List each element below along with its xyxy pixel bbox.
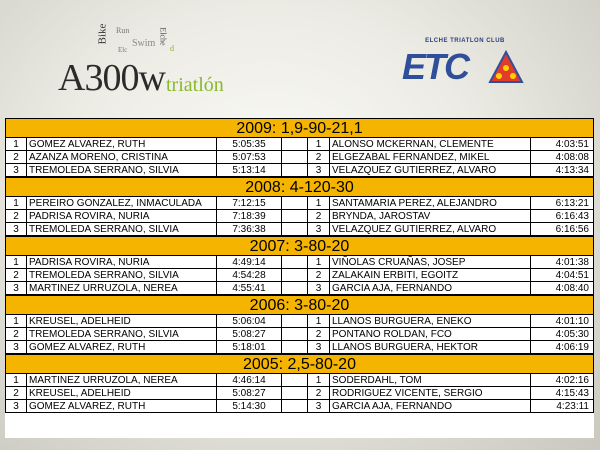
men-name: VELAZQUEZ GUTIERREZ, ALVARO (330, 223, 531, 236)
women-time: 5:05:35 (217, 138, 282, 151)
women-position: 1 (5, 197, 27, 210)
column-gap (282, 374, 308, 387)
women-time: 4:55:41 (217, 282, 282, 295)
table-row (5, 210, 594, 223)
column-gap (282, 151, 308, 164)
men-time: 4:08:08 (531, 151, 594, 164)
etc-club-logo (400, 38, 530, 98)
women-name: TREMOLEDA SERRANO, SILVIA (27, 164, 217, 177)
women-position: 3 (5, 400, 27, 413)
edition-header: 2005: 2,5-80-20 (5, 354, 594, 374)
women-time: 5:14:30 (217, 400, 282, 413)
triangle-emblem-icon (488, 50, 524, 86)
women-position: 1 (5, 374, 27, 387)
edition-header: 2009: 1,9-90-21,1 (5, 118, 594, 138)
men-name: LLANOS BURGUERA, HEKTOR (330, 341, 531, 354)
men-position: 1 (308, 256, 330, 269)
edition-header: 2006: 3-80-20 (5, 295, 594, 315)
women-position: 3 (5, 282, 27, 295)
edition-section (5, 177, 594, 236)
women-time: 4:49:14 (217, 256, 282, 269)
women-position: 2 (5, 269, 27, 282)
cloud-word-d: d (170, 44, 174, 53)
men-time: 4:01:10 (531, 315, 594, 328)
women-time: 5:08:27 (217, 328, 282, 341)
men-position: 2 (308, 210, 330, 223)
women-position: 1 (5, 138, 27, 151)
table-row (5, 282, 594, 295)
men-position: 2 (308, 269, 330, 282)
women-position: 2 (5, 210, 27, 223)
column-gap (282, 223, 308, 236)
men-name: VELAZQUEZ GUTIERREZ, ALVARO (330, 164, 531, 177)
men-position: 1 (308, 138, 330, 151)
women-name: MARTINEZ URRUZOLA, NEREA (27, 282, 217, 295)
women-name: KREUSEL, ADELHEID (27, 387, 217, 400)
edition-section (5, 295, 594, 354)
men-name: SODERDAHL, TOM (330, 374, 531, 387)
men-time: 4:23:11 (531, 400, 594, 413)
men-name: ELGEZABAL FERNANDEZ, MIKEL (330, 151, 531, 164)
cloud-word-bike: Bike (96, 23, 109, 45)
men-position: 3 (308, 223, 330, 236)
women-name: TREMOLEDA SERRANO, SILVIA (27, 223, 217, 236)
women-time: 4:54:28 (217, 269, 282, 282)
women-name: AZANZA MORENO, CRISTINA (27, 151, 217, 164)
men-position: 2 (308, 151, 330, 164)
women-position: 1 (5, 315, 27, 328)
women-name: GOMEZ ALVAREZ, RUTH (27, 400, 217, 413)
table-row (5, 138, 594, 151)
edition-header: 2007: 3-80-20 (5, 236, 594, 256)
cloud-word-elche: Elche (158, 27, 168, 46)
men-name: ZALAKAIN ERBITI, EGOITZ (330, 269, 531, 282)
table-row (5, 164, 594, 177)
logo-subtitle: triatlón (166, 74, 224, 96)
men-time: 4:15:43 (531, 387, 594, 400)
edition-section (5, 354, 594, 413)
men-time: 4:05:30 (531, 328, 594, 341)
men-position: 2 (308, 387, 330, 400)
men-position: 3 (308, 341, 330, 354)
men-position: 2 (308, 328, 330, 341)
women-name: PEREIRO GONZALEZ, INMACULADA (27, 197, 217, 210)
women-name: KREUSEL, ADELHEID (27, 315, 217, 328)
cloud-word-swim: Swim (132, 38, 156, 49)
column-gap (282, 328, 308, 341)
column-gap (282, 400, 308, 413)
women-time: 7:12:15 (217, 197, 282, 210)
women-position: 1 (5, 256, 27, 269)
women-name: GOMEZ ALVAREZ, RUTH (27, 341, 217, 354)
column-gap (282, 138, 308, 151)
column-gap (282, 256, 308, 269)
column-gap (282, 282, 308, 295)
etc-club-name: ELCHE TRIATLON CLUB (425, 38, 505, 44)
women-position: 3 (5, 164, 27, 177)
women-name: TREMOLEDA SERRANO, SILVIA (27, 269, 217, 282)
men-time: 6:16:43 (531, 210, 594, 223)
men-name: LLANOS BURGUERA, ENEKO (330, 315, 531, 328)
table-row (5, 341, 594, 354)
table-row (5, 387, 594, 400)
logo-title: A300w (58, 57, 165, 99)
women-time: 5:13:14 (217, 164, 282, 177)
women-position: 2 (5, 387, 27, 400)
results-table (5, 118, 594, 438)
table-row (5, 197, 594, 210)
women-time: 5:18:01 (217, 341, 282, 354)
cloud-word-elc: Elc (118, 46, 128, 54)
women-position: 3 (5, 341, 27, 354)
men-position: 1 (308, 197, 330, 210)
men-time: 6:13:21 (531, 197, 594, 210)
column-gap (282, 315, 308, 328)
men-position: 3 (308, 164, 330, 177)
men-name: BRYNDA, JAROSTAV (330, 210, 531, 223)
women-name: TREMOLEDA SERRANO, SILVIA (27, 328, 217, 341)
table-row (5, 374, 594, 387)
men-time: 4:03:51 (531, 138, 594, 151)
men-name: GARCIA AJA, FERNANDO (330, 282, 531, 295)
table-row (5, 400, 594, 413)
men-time: 4:13:34 (531, 164, 594, 177)
men-time: 4:02:16 (531, 374, 594, 387)
table-row (5, 223, 594, 236)
cloud-word-run: Run (116, 26, 130, 35)
men-name: PONTANO ROLDAN, FCO (330, 328, 531, 341)
column-gap (282, 197, 308, 210)
men-position: 1 (308, 374, 330, 387)
table-row (5, 256, 594, 269)
men-position: 3 (308, 400, 330, 413)
table-row (5, 151, 594, 164)
men-name: SANTAMARIA PEREZ, ALEJANDRO (330, 197, 531, 210)
column-gap (282, 210, 308, 223)
a300w-triatlon-logo (58, 24, 228, 100)
women-name: GOMEZ ALVAREZ, RUTH (27, 138, 217, 151)
column-gap (282, 387, 308, 400)
men-name: ALONSO MCKERNAN, CLEMENTE (330, 138, 531, 151)
men-name: GARCIA AJA, FERNANDO (330, 400, 531, 413)
women-name: PADRISA ROVIRA, NURIA (27, 256, 217, 269)
women-position: 2 (5, 328, 27, 341)
men-name: RODRIGUEZ VICENTE, SERGIO (330, 387, 531, 400)
men-position: 3 (308, 282, 330, 295)
men-position: 1 (308, 315, 330, 328)
table-row (5, 328, 594, 341)
etc-acronym: ETC (402, 46, 468, 87)
men-time: 4:08:40 (531, 282, 594, 295)
edition-section (5, 236, 594, 295)
table-row (5, 315, 594, 328)
men-time: 6:16:56 (531, 223, 594, 236)
women-time: 5:08:27 (217, 387, 282, 400)
column-gap (282, 341, 308, 354)
men-time: 4:04:51 (531, 269, 594, 282)
women-time: 4:46:14 (217, 374, 282, 387)
men-time: 4:01:38 (531, 256, 594, 269)
column-gap (282, 164, 308, 177)
women-position: 2 (5, 151, 27, 164)
women-time: 5:06:04 (217, 315, 282, 328)
men-time: 4:06:19 (531, 341, 594, 354)
women-name: PADRISA ROVIRA, NURIA (27, 210, 217, 223)
women-time: 5:07:53 (217, 151, 282, 164)
edition-section (5, 118, 594, 177)
edition-header: 2008: 4-120-30 (5, 177, 594, 197)
column-gap (282, 269, 308, 282)
table-row (5, 269, 594, 282)
women-time: 7:36:38 (217, 223, 282, 236)
women-name: MARTINEZ URRUZOLA, NEREA (27, 374, 217, 387)
women-time: 7:18:39 (217, 210, 282, 223)
women-position: 3 (5, 223, 27, 236)
men-name: VIÑOLAS CRUAÑAS, JOSEP (330, 256, 531, 269)
